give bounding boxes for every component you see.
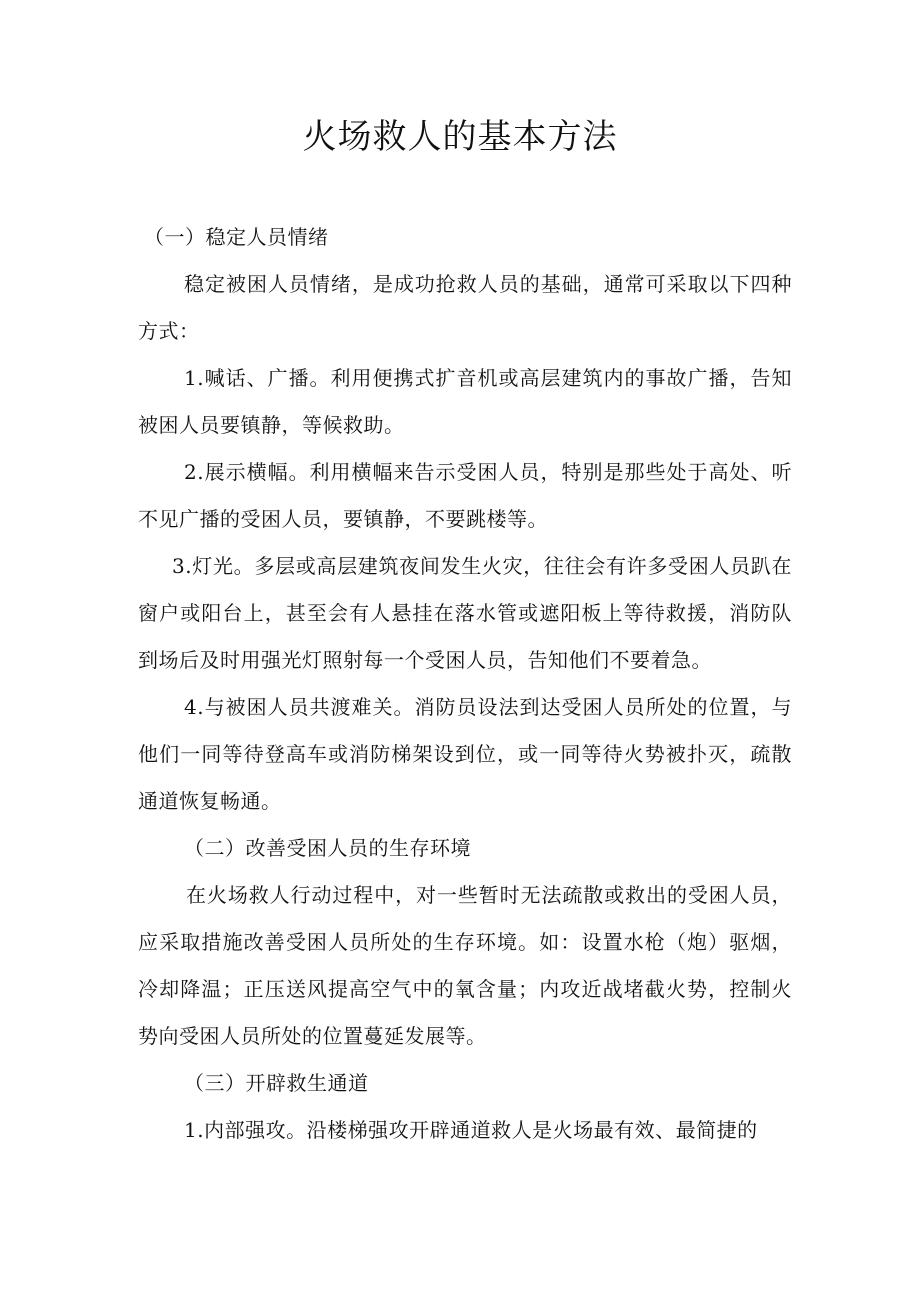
paragraph-item-2: 2.展示横幅。利用横幅来告示受困人员，特别是那些处于高处、听不见广播的受困人员，要镇静，不要跳楼等。	[138, 460, 792, 531]
section-heading-3: （三）开辟救生通道	[184, 1071, 369, 1095]
paragraph-item-3: 3.灯光。多层或高层建筑夜间发生火灾，往往会有许多受困人员趴在窗户或阳台上，甚至会有人悬挂在落水管或遮阳板上等待救援，消防队到场后及时用强光灯照射每一个受困人员，告知他们不要着急。	[138, 554, 792, 672]
section-heading-1: （一）稳定人员情绪	[144, 225, 329, 249]
paragraph-item-4: 4.与被困人员共渡难关。消防员设法到达受困人员所处的位置，与他们一同等待登高车或消防梯架设到位，或一同等待火势被扑灭，疏散通道恢复畅通。	[138, 695, 792, 813]
paragraph-environment: 在火场救人行动过程中，对一些暂时无法疏散或救出的受困人员，应采取措施改善受困人员所处的生存环境。如：设置水枪（炮）驱烟，冷却降温；正压送风提高空气中的氧含量；内攻近战堵截火势，控制火势向受困人员所处的位置蔓延发展等。	[138, 883, 792, 1048]
document-title: 火场救人的基本方法	[302, 117, 618, 157]
paragraph-item-1: 1.喊话、广播。利用便携式扩音机或高层建筑内的事故广播，告知被困人员要镇静，等候救助。	[138, 366, 792, 437]
paragraph-channel-1: 1.内部强攻。沿楼梯强攻开辟通道救人是火场最有效、最简捷的	[184, 1118, 758, 1142]
section-heading-2: （二）改善受困人员的生存环境	[184, 836, 471, 860]
paragraph-intro: 稳定被困人员情绪，是成功抢救人员的基础，通常可采取以下四种方式：	[138, 272, 792, 343]
